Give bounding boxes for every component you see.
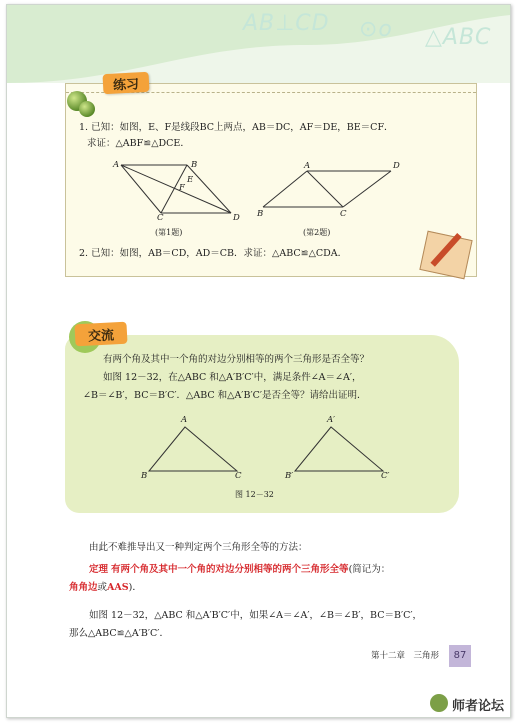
figure-1: [113, 161, 243, 221]
theorem-line-2: [69, 581, 142, 595]
fig1-label-F: F: [179, 183, 185, 193]
tri2-label-B: B′: [285, 471, 294, 481]
theorem-aas: AAS: [107, 582, 129, 593]
discussion-line3: ∠B＝∠B′，BC＝B′C′．△ABC 和△A′B′C′是否全等？请给出证明．: [83, 390, 367, 401]
tri2-label-C: C′: [381, 471, 390, 481]
fig1-label-E: E: [187, 175, 194, 185]
chapter-footer: 第十二章 三角形: [371, 651, 440, 661]
fig2-label-A: A: [304, 161, 311, 171]
fig1-label-C: C: [157, 213, 164, 223]
deco-triangle: △ABC: [425, 25, 492, 50]
exercise-q1-line1: 1. 已知：如图，E、F是线段BC上两点，AB＝DC，AF＝DE，BE＝CF．: [79, 122, 394, 133]
theorem-abbr: 角角边: [69, 582, 98, 593]
fig1-label-B: B: [191, 160, 198, 170]
theorem-or: 或: [97, 582, 108, 593]
body-paragraph-3: 那么△ABC≌△A′B′C′．: [69, 628, 169, 639]
exercise-q2: 2. 已知：如图，AB＝CD，AD＝CB．求证：△ABC≌△CDA．: [79, 248, 348, 259]
ball-decoration: [79, 101, 95, 117]
fig2-label-B: B: [257, 209, 264, 219]
textbook-page: [6, 4, 511, 718]
fig1-caption: (第1题): [155, 228, 183, 237]
fig2-label-D: D: [393, 161, 400, 171]
theorem-line-1: [89, 563, 390, 577]
deco-perpendicular: AB⊥CD: [243, 11, 330, 36]
figure-12-32-caption: 图 12－32: [235, 490, 274, 499]
fig2-caption: (第2题): [303, 228, 331, 237]
theorem-paren: (简记为：: [348, 564, 391, 575]
fig2-label-C: C: [340, 209, 347, 219]
body-paragraph-2: 如图 12－32，△ABC 和△A′B′C′中，如果∠A＝∠A′，∠B＝∠B′，BC＝B′C′，: [89, 610, 423, 621]
tri1-label-C: C: [235, 471, 242, 481]
discussion-tag: 交流: [74, 322, 127, 347]
discussion-line2: 如图 12－32，在△ABC 和△A′B′C′中，满足条件∠A＝∠A′，: [103, 372, 362, 383]
figure-2: [259, 163, 399, 213]
body-paragraph-1: 由此不难推导出又一种判定两个三角形全等的方法：: [89, 542, 308, 553]
theorem-label: 定理: [89, 564, 109, 575]
watermark-icon: [430, 694, 448, 712]
tri2-label-A: A′: [327, 415, 336, 425]
exercise-q1-line2: 求证：△ABF≌△DCE．: [87, 138, 190, 149]
tri1-label-B: B: [141, 471, 148, 481]
fig1-label-D: D: [233, 213, 240, 223]
page-number: 87: [449, 645, 471, 667]
deco-circle: ⊙o: [359, 17, 393, 42]
theorem-close: )．: [128, 582, 142, 593]
theorem-text: 有两个角及其中一个角的对边分别相等的两个三角形全等: [111, 564, 349, 575]
fig1-label-A: A: [113, 160, 120, 170]
tri1-label-A: A: [181, 415, 188, 425]
discussion-line1: 有两个角及其中一个角的对边分别相等的两个三角形是否全等？: [103, 354, 370, 365]
watermark-text: 师者论坛: [452, 699, 505, 714]
triangle-ABC: [145, 423, 245, 475]
triangle-A-prime: [291, 423, 391, 475]
exercise-tag: 练习: [103, 72, 150, 94]
